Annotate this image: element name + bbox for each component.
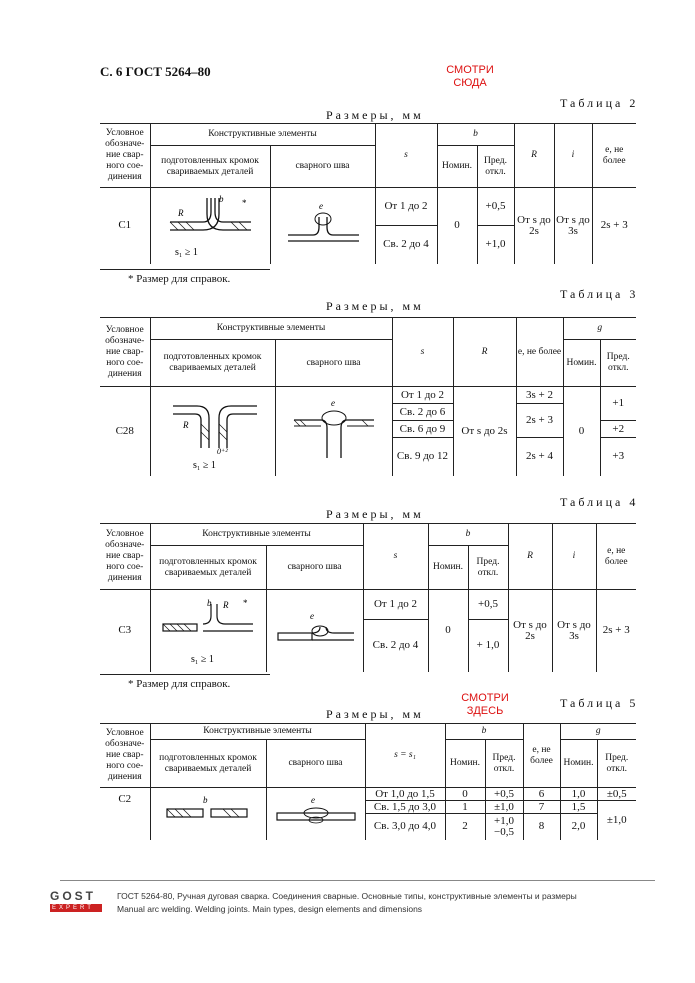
col-prep: подготовленных кромок свариваемых деталей — [150, 740, 266, 788]
single-flange-weld-sketch — [270, 609, 360, 653]
col-R: R — [514, 124, 554, 188]
annotation-stamp-top: СМОТРИ СЮДА — [446, 64, 494, 89]
col-b-nom: Номин. — [445, 740, 485, 788]
col-b-dev: Пред. откл. — [477, 146, 514, 188]
col-g-dev: Пред. откл. — [600, 340, 636, 387]
col-cond: Условное обозначе-ние свар-ного сое-динения — [100, 124, 150, 188]
footnote-rule-4 — [100, 674, 270, 675]
g-dev-2: ±1,0 — [597, 801, 636, 840]
col-e: е, не более — [596, 524, 636, 590]
footnote-table-2: * Размер для справок. — [128, 273, 231, 285]
table-3 — [100, 317, 636, 476]
sketch-weld-c2 — [266, 788, 365, 840]
g-nominal: 0 — [563, 387, 600, 476]
page-title: С. 6 ГОСТ 5264–80 — [100, 64, 211, 79]
col-i: i — [554, 124, 592, 188]
col-s: s = s₁ — [365, 724, 445, 788]
col-b-dev: Пред. откл. — [468, 546, 508, 590]
col-b-dev: Пред. откл. — [485, 740, 523, 788]
svg-text:b: b — [203, 794, 208, 805]
col-b: b — [428, 524, 508, 546]
table-5 — [100, 723, 636, 840]
s-range-1: От 1 до 2 — [392, 387, 453, 404]
footer-line-1: ГОСТ 5264-80, Ручная дуговая сварка. Соединения сварные. Основные типы, конструктивные элементы и размеры — [117, 891, 577, 901]
col-R: R — [453, 318, 516, 387]
table-4-dims: Размеры, мм — [326, 507, 424, 521]
table-3-label: Таблица 3 — [560, 287, 639, 301]
e-value-2: 2s + 3 — [516, 404, 563, 438]
g-dev-3: +3 — [600, 438, 636, 476]
svg-text:s₁ ≥ 1: s₁ ≥ 1 — [191, 653, 214, 665]
col-b: b — [437, 124, 514, 146]
b-dev-3: +1,0 −0,5 — [485, 814, 523, 840]
joint-code: С28 — [100, 387, 150, 476]
g-dev-2: +2 — [600, 421, 636, 438]
square-butt-sketch — [153, 789, 263, 839]
g-dev-1: ±0,5 — [597, 788, 636, 801]
col-constr: Конструктивные элементы — [150, 524, 363, 546]
col-constr: Конструктивные элементы — [150, 318, 392, 340]
R-value: От s до 2s — [508, 590, 552, 672]
col-prep: подготовленных кромок свариваемых деталей — [150, 146, 270, 188]
sketch-prep-c3 — [150, 590, 266, 672]
b-dev-1: +0,5 — [468, 590, 508, 620]
svg-text:e: e — [318, 200, 323, 211]
s-range-4: Св. 9 до 12 — [392, 438, 453, 476]
footnote-table-4: * Размер для справок. — [128, 678, 231, 690]
col-weld: сварного шва — [266, 546, 363, 590]
table-3-dims: Размеры, мм — [326, 299, 424, 313]
gost-expert-logo — [50, 891, 102, 913]
sketch-weld-c1 — [270, 188, 375, 264]
svg-text:e: e — [330, 398, 335, 409]
col-cond: Условное обозначе-ние свар-ного сое-динения — [100, 318, 150, 387]
col-g: g — [560, 724, 636, 740]
annotation-stamp-mid: СМОТРИ ЗДЕСЬ — [461, 692, 509, 717]
footer-line-2: Manual arc welding. Welding joints. Main types, design elements and dimensions — [117, 904, 423, 914]
s-range-2: Св. 2 до 4 — [375, 226, 437, 264]
s-range-3: Св. 3,0 до 4,0 — [365, 814, 445, 840]
e-value-2: 7 — [523, 801, 560, 814]
b-nom-1: 0 — [445, 788, 485, 801]
e-value: 2s + 3 — [592, 188, 636, 264]
logo-bottom-text: EXPERT — [50, 904, 102, 912]
col-g-nom: Номин. — [560, 740, 597, 788]
sketch-prep-c2 — [150, 788, 266, 840]
logo-top-text: GOST — [50, 889, 97, 903]
col-s: s — [363, 524, 428, 590]
col-b-nom: Номин. — [437, 146, 477, 188]
b-dev-2: +1,0 — [477, 226, 514, 264]
flanged-weld-sketch — [273, 201, 373, 251]
joint-code: С3 — [100, 590, 150, 672]
sketch-weld-c28 — [275, 387, 392, 476]
col-e: е, не более — [523, 724, 560, 788]
svg-text:s₁ ≥ 1: s₁ ≥ 1 — [192, 460, 216, 472]
svg-text:R: R — [223, 599, 229, 610]
b-dev-2: + 1,0 — [468, 620, 508, 672]
col-g-nom: Номин. — [563, 340, 600, 387]
footer-rule — [60, 880, 655, 881]
b-dev-1: +0,5 — [477, 188, 514, 226]
col-b: b — [445, 724, 523, 740]
b-nominal: 0 — [428, 590, 468, 672]
col-e: е, не более — [516, 318, 563, 387]
sketch-prep-c28 — [150, 387, 275, 476]
s-range-2: Св. 2 до 4 — [363, 620, 428, 672]
table-2-label: Таблица 2 — [560, 96, 639, 110]
table-2-dims: Размеры, мм — [326, 108, 424, 122]
b-dev-1: +0,5 — [485, 788, 523, 801]
col-s: s — [375, 124, 437, 188]
col-weld: сварного шва — [275, 340, 392, 387]
R-value: От s до 2s — [514, 188, 554, 264]
s-range-1: От 1 до 2 — [363, 590, 428, 620]
s-range-3: Св. 6 до 9 — [392, 421, 453, 438]
i-value: От s до 3s — [552, 590, 596, 672]
col-cond: Условное обозначе-ние свар-ного сое-динения — [100, 524, 150, 590]
table-4-label: Таблица 4 — [560, 495, 639, 509]
b-dev-2: ±1,0 — [485, 801, 523, 814]
e-value: 2s + 3 — [596, 590, 636, 672]
table-5-label: Таблица 5 — [560, 696, 639, 710]
joint-code: С2 — [100, 788, 150, 840]
svg-text:b: b — [207, 597, 212, 608]
b-nom-3: 2 — [445, 814, 485, 840]
sketch-prep-c1 — [150, 188, 270, 264]
svg-text:*: * — [242, 197, 247, 208]
col-weld: сварного шва — [266, 740, 365, 788]
joint-code: С1 — [100, 188, 150, 264]
col-b-nom: Номин. — [428, 546, 468, 590]
angle-edges-sketch — [153, 390, 273, 472]
svg-text:0⁺²: 0⁺² — [216, 447, 228, 457]
e-value-3: 2s + 4 — [516, 438, 563, 476]
svg-text:e: e — [309, 610, 314, 621]
table-5-dims: Размеры, мм — [326, 707, 424, 721]
b-nom-2: 1 — [445, 801, 485, 814]
s-range-2: Св. 1,5 до 3,0 — [365, 801, 445, 814]
footnote-rule-2 — [100, 269, 270, 270]
table-2 — [100, 123, 636, 264]
flanged-edges-sketch — [155, 192, 265, 260]
e-value-1: 3s + 2 — [516, 387, 563, 404]
single-flange-sketch — [153, 594, 263, 668]
angle-weld-sketch — [279, 396, 389, 466]
svg-text:e: e — [310, 794, 315, 805]
s-range-1: От 1,0 до 1,5 — [365, 788, 445, 801]
s-range-1: От 1 до 2 — [375, 188, 437, 226]
R-value: От s до 2s — [453, 387, 516, 476]
col-g-dev: Пред. откл. — [597, 740, 636, 788]
col-g: g — [563, 318, 636, 340]
sketch-weld-c3 — [266, 590, 363, 672]
e-value-3: 8 — [523, 814, 560, 840]
i-value: От s до 3s — [554, 188, 592, 264]
col-R: R — [508, 524, 552, 590]
svg-text:s₁ ≥ 1: s₁ ≥ 1 — [175, 246, 198, 258]
col-constr: Конструктивные элементы — [150, 724, 365, 740]
col-e: е, не более — [592, 124, 636, 188]
col-cond: Условное обозначе-ние свар-ного сое-динения — [100, 724, 150, 788]
col-prep: подготовленных кромок свариваемых деталей — [150, 340, 275, 387]
svg-text:b: b — [219, 193, 224, 204]
col-constr: Конструктивные элементы — [150, 124, 375, 146]
g-nom-2: 1,5 — [560, 801, 597, 814]
e-value-1: 6 — [523, 788, 560, 801]
col-prep: подготовленных кромок свариваемых деталей — [150, 546, 266, 590]
square-butt-weld-sketch — [271, 791, 361, 837]
svg-text:*: * — [243, 597, 248, 608]
table-4 — [100, 523, 636, 672]
g-dev-1: +1 — [600, 387, 636, 421]
b-nominal: 0 — [437, 188, 477, 264]
g-nom-3: 2,0 — [560, 814, 597, 840]
g-nom-1: 1,0 — [560, 788, 597, 801]
svg-text:R: R — [178, 207, 184, 218]
col-weld: сварного шва — [270, 146, 375, 188]
col-i: i — [552, 524, 596, 590]
s-range-2: Св. 2 до 6 — [392, 404, 453, 421]
col-s: s — [392, 318, 453, 387]
svg-text:R: R — [182, 420, 188, 431]
